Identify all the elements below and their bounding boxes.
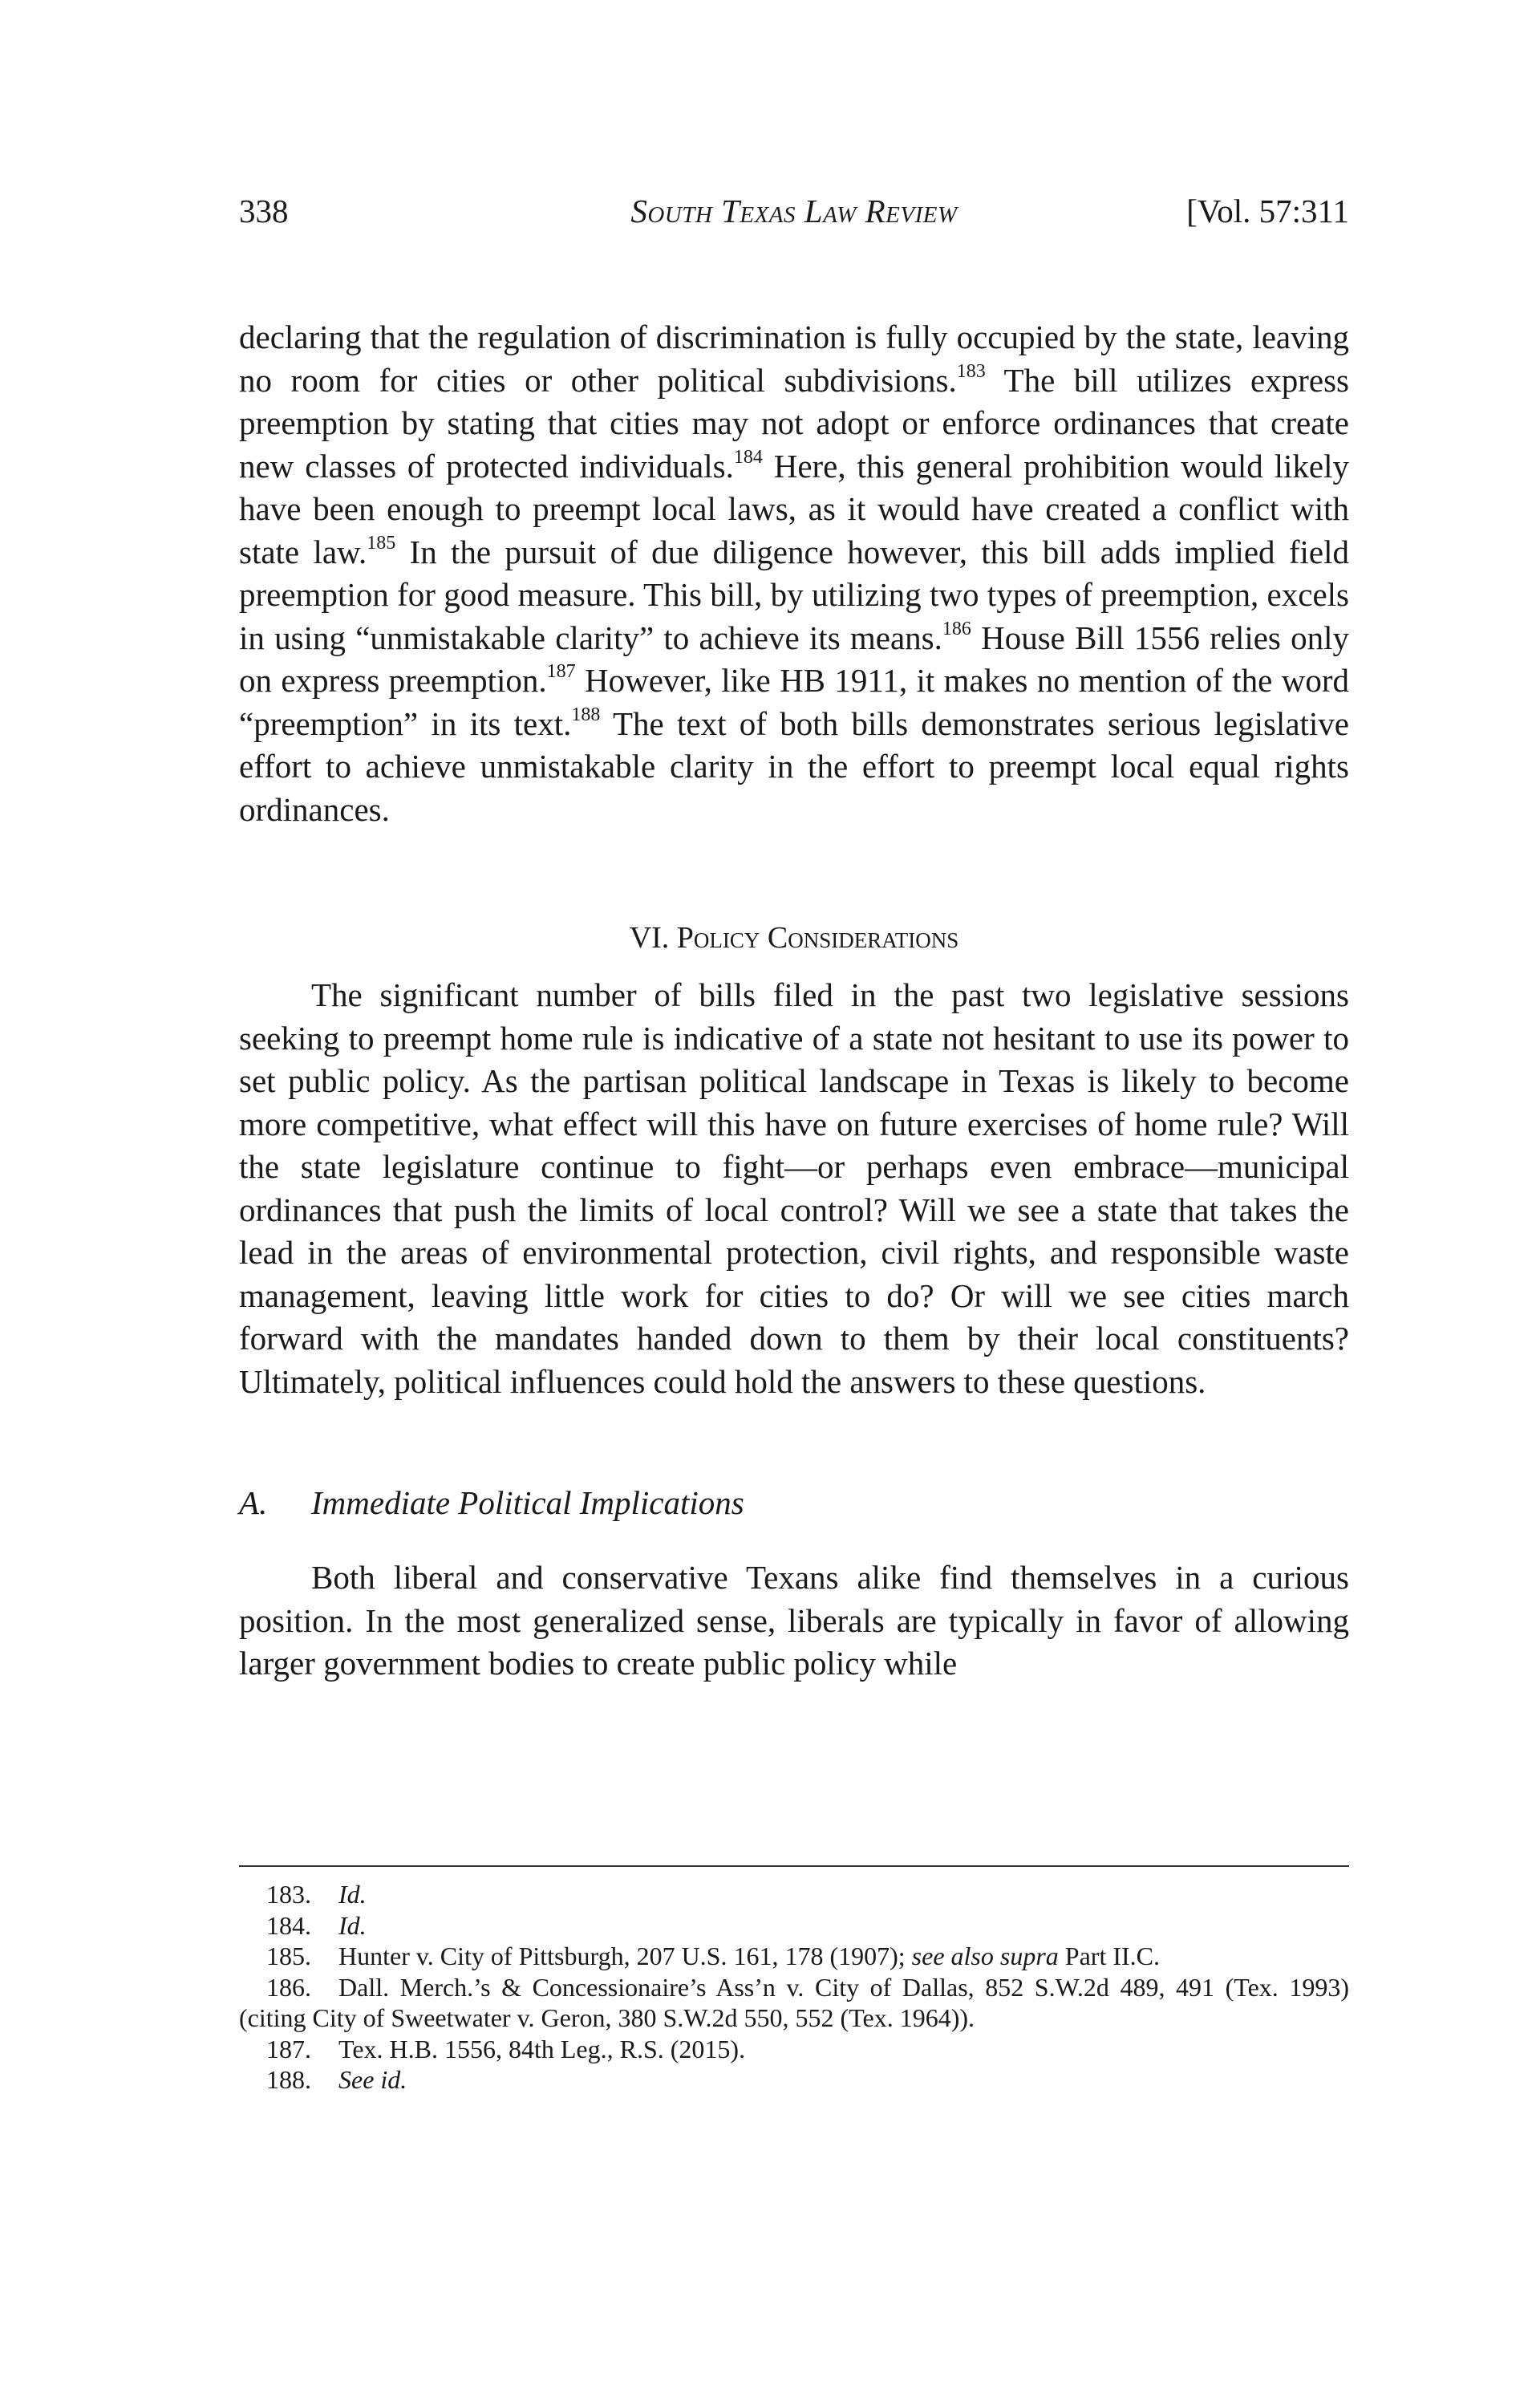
footnote-divider <box>239 1865 1349 1867</box>
footnote-marker: 187 <box>546 661 576 682</box>
footnote-text: Tex. H.B. 1556, 84th Leg., R.S. (2015). <box>338 2034 746 2063</box>
body-paragraph-1 <box>239 316 1349 831</box>
footnote-number: 184. <box>266 1910 311 1940</box>
footnote <box>239 1941 1349 1972</box>
paragraph-text: Here, this general prohibition would likely have been enough to preempt local laws, as it would have created a conflict with state law. <box>239 447 1350 570</box>
footnote-text: Part II.C. <box>1058 1942 1160 1970</box>
footnote-marker: 185 <box>367 532 396 554</box>
footnote <box>239 1972 1349 2034</box>
footnote <box>239 1879 1349 1910</box>
footnote-number: 188. <box>266 2065 311 2094</box>
paragraph-text: The text of both bills demonstrates serious legislative effort to achieve unmistakable clarity in the effort to preempt local equal rights ordinances. <box>239 704 1349 828</box>
footnote-number: 186. <box>266 1972 311 2002</box>
paragraph-text: declaring that the regulation of discrimination is fully occupied by the state, leaving no room for cities or other political subdivisions. <box>239 319 1349 399</box>
volume-citation: [Vol. 57:311 <box>1186 193 1349 229</box>
footnote <box>239 2034 1349 2065</box>
page-number: 338 <box>239 193 289 229</box>
footnote <box>239 1910 1349 1942</box>
paragraph-text: In the pursuit of due diligence however, this bill adds implied field preemption for good measure. This bill, by utilizing two types of preemption, excels in using “unmistakable clarity” to achieve its means. <box>239 533 1349 656</box>
footnote-number: 183. <box>266 1880 311 1909</box>
running-header <box>239 191 1349 231</box>
footnote-marker: 184 <box>733 446 763 468</box>
footnote-number: 185. <box>266 1942 311 1970</box>
body-paragraph-2: The significant number of bills filed in the past two legislative sessions seeking to preempt home rule is indicative of a state not hesitant to use its power to set public policy. As the partisan political landscape in Texas is likely to become more competitive, what effect will this have on future exercises of home rule? Will the state legislature continue to fight—or perhaps even embrace—municipal ordinances that push the limits of local control? Will we see a state that takes the lead in the areas of environmental protection, civil rights, and responsible waste management, leaving little work for cities to do? Or will we see cities march forward with the mandates handed down to them by their local constituents? Ultimately, political influences could hold the answers to these questions. <box>239 976 1349 1400</box>
footnote-citation-signal: Id. <box>338 1910 367 1940</box>
paragraph-text: The bill utilizes express preemption by stating that cities may not adopt or enforce ordinances that create new classes of protected individuals. <box>239 361 1349 485</box>
footnote <box>239 2064 1349 2096</box>
subsection-letter: A. <box>239 1484 268 1521</box>
footnote-marker: 186 <box>942 618 971 639</box>
footnotes <box>239 1879 1349 2096</box>
paragraph-text: However, like HB 1911, it makes no mention of the word “preemption” in its text. <box>239 662 1349 742</box>
paragraph-text: House Bill 1556 relies only on express preemption. <box>239 619 1349 699</box>
footnote-text: Dall. Merch.’s & Concessionaire’s Ass’n v. City of Dallas, 852 S.W.2d 489, 491 (Tex. 1993) (citing City of Sweetwater v. Geron, 380 S.W.2d 550, 552 (Tex. 1964)). <box>239 1972 1349 2032</box>
footnote-text: Hunter v. City of Pittsburgh, 207 U.S. 161, 178 (1907); <box>338 1942 912 1970</box>
footnote-marker: 188 <box>571 704 601 725</box>
section-heading: VI. Policy Considerations <box>629 921 959 955</box>
body-paragraph-3: Both liberal and conservative Texans alike find themselves in a curious position. In the most generalized sense, liberals are typically in favor of allowing larger government bodies to create public policy while <box>239 1559 1349 1682</box>
footnote-citation-signal: see also supra <box>911 1942 1059 1970</box>
page <box>239 0 1349 2394</box>
footnote-marker: 183 <box>956 360 986 382</box>
footnote-citation-signal: Id. <box>338 1880 367 1909</box>
subsection-heading <box>239 1483 1349 1523</box>
footnote-citation-signal: See id. <box>338 2065 407 2094</box>
subsection-title: Immediate Political Implications <box>311 1484 744 1521</box>
footnote-number: 187. <box>266 2034 311 2063</box>
journal-title: South Texas Law Review <box>630 193 958 229</box>
